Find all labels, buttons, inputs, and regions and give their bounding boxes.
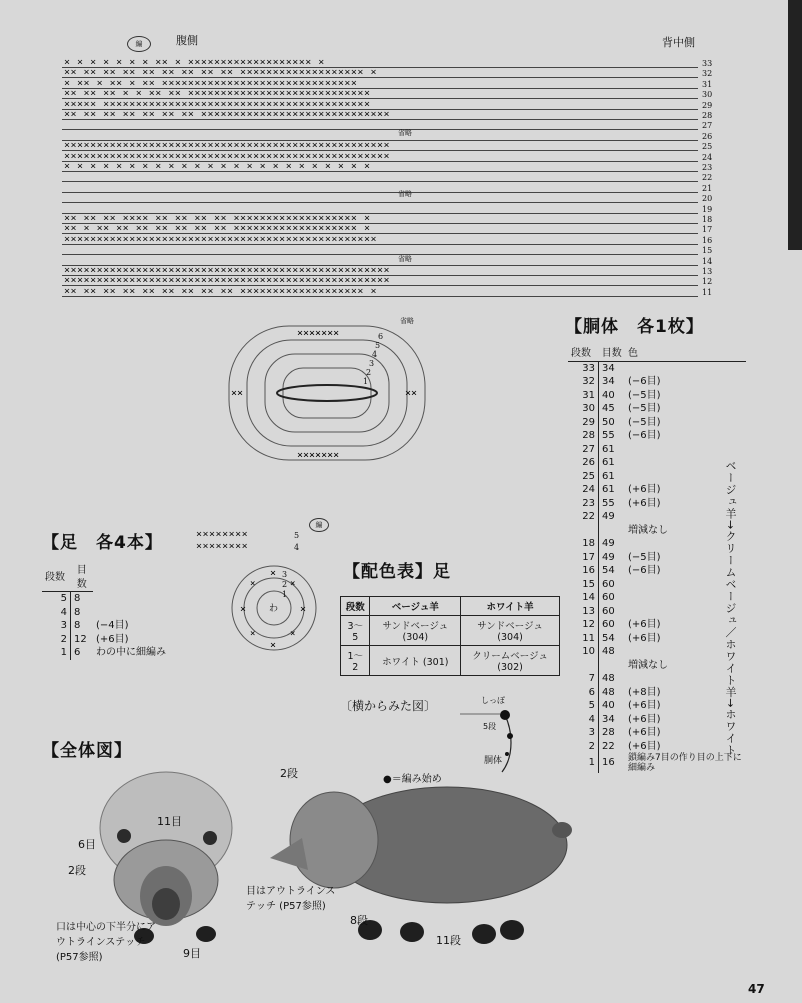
legs-cell-count: 6: [74, 647, 81, 658]
body-cell-note: 増減なし: [628, 659, 668, 671]
body-table-row: [568, 483, 746, 497]
body-cell-count: 49: [602, 511, 615, 522]
body-cell-count: 34: [602, 376, 615, 387]
legs-cell-count: 12: [74, 633, 87, 645]
body-cell-row: 33: [568, 361, 599, 375]
side-view-tail: しっぽ: [481, 696, 505, 705]
chart-row-stitches: ×× ×× ×× × × ×× ×× ××××××××××××××××××××××××××××: [64, 88, 371, 100]
body-cell-note: (−6目): [628, 565, 661, 576]
body-cell-row: 26: [568, 456, 599, 470]
body-cell-count: 45: [602, 403, 615, 414]
body-table-row: [568, 726, 746, 740]
overview-eyes-note: 目はアウトラインステッチ (P57参照): [246, 886, 336, 912]
body-cell-count: 40: [602, 700, 615, 711]
body-cell-row: 15: [568, 578, 599, 592]
svg-text:×××××××: ×××××××: [297, 328, 340, 339]
legs-table-row: [42, 646, 192, 660]
legs-table-row: [42, 592, 192, 606]
body-table-row: [568, 645, 746, 659]
belly-side-label: 腹側: [176, 34, 198, 47]
chart-row-stitches: ×× ×× ×× ×× ×× ×× ×× ×××××××××××××××××××××××××××××: [64, 109, 391, 120]
body-cell-count: 61: [602, 443, 615, 455]
chart-row-number: 22: [702, 173, 713, 183]
body-cell-row: 3: [568, 726, 599, 740]
body-cell-row: 18: [568, 537, 599, 551]
body-cell-row: 29: [568, 416, 599, 430]
svg-text:×: ×: [270, 640, 277, 651]
body-cell-row: 25: [568, 470, 599, 484]
body-table-row: [568, 456, 746, 470]
body-cell-count: 48: [602, 673, 615, 684]
start-bubble: 編: [127, 36, 151, 52]
body-header-color: 色: [625, 347, 746, 361]
chart-row-number: 16: [702, 235, 713, 245]
chart-row-stitches: ××××××××××××××××××××××××××××××××××××××××××××××××××: [64, 150, 391, 162]
svg-text:×: ×: [250, 629, 256, 639]
body-table-row: [568, 389, 746, 403]
chart-row-stitches: ××××××××××××××××××××××××××××××××××××××××××××××××××: [64, 140, 391, 152]
body-cell-note: (+6目): [628, 700, 661, 711]
body-cell-row: 10: [568, 645, 599, 659]
color-table-title: 【配色表】足: [343, 562, 451, 582]
body-table-row: [568, 429, 746, 443]
body-cell-row: 24: [568, 483, 599, 497]
body-cell-count: 60: [602, 592, 615, 603]
legs-cell-row: 5: [42, 592, 71, 606]
color-row2-c2: クリームベージュ (302): [461, 646, 560, 676]
svg-text:×: ×: [290, 629, 296, 639]
body-cell-count: [599, 659, 626, 673]
chart-row-number: 14: [702, 256, 713, 266]
body-cell-row: 17: [568, 551, 599, 565]
chart-row-stitches: ××××××××××××××××××××××××××××××××××××××××××××××××××: [64, 275, 391, 287]
body-table-row: [568, 632, 746, 646]
body-cell-count: 34: [602, 713, 615, 725]
chart-row-number: 29: [702, 100, 713, 110]
color-row1-c1: サンドベージュ (304): [370, 616, 461, 646]
body-cell-count: 61: [602, 457, 615, 468]
body-cell-note: (−5目): [628, 389, 661, 401]
svg-text:×: ×: [300, 604, 307, 615]
legs-cell-row: 1: [42, 646, 71, 660]
body-table-row: [568, 564, 746, 578]
body-cell-count: 60: [602, 578, 615, 590]
omit-label-2: 省略: [398, 190, 412, 198]
body-color-text: ベージュ羊→クリームベージュ／ホワイト羊→ホワイト: [724, 460, 737, 757]
body-cell-row: [568, 659, 599, 673]
ring-row-number: 2: [282, 580, 288, 589]
body-table-row: [568, 618, 746, 632]
side-view-row5: 5段: [483, 722, 497, 731]
chart-row-number: 17: [702, 225, 713, 235]
body-table-row: [568, 443, 746, 457]
side-view-title: 〔横からみた図〕: [340, 699, 437, 713]
svg-text:×: ×: [290, 579, 296, 589]
body-table-row: [568, 713, 746, 727]
svg-text:×: ×: [270, 568, 277, 579]
body-cell-row: [568, 524, 599, 538]
body-table-row: [568, 470, 746, 484]
color-row2-c1: ホワイト (301): [370, 646, 461, 676]
chart-row-stitches: ×× ×× ×× ×× ×× ×× ×× ×× ×× ××××××××××××××××××× ×: [64, 67, 377, 79]
body-cell-note: (−5目): [628, 416, 661, 428]
body-cell-row: 7: [568, 672, 599, 686]
body-cell-row: 4: [568, 713, 599, 727]
body-cell-note: 鎖編み7目の作り目の上下に細編み: [628, 753, 742, 773]
body-cell-count: 55: [602, 497, 615, 509]
svg-text:××: ××: [405, 388, 418, 399]
legs-strip-label-4: 4: [294, 543, 300, 552]
body-cell-count: 61: [602, 470, 615, 482]
legs-strip-row4: ××××××××: [196, 541, 249, 552]
body-cell-note: (−6目): [628, 430, 661, 441]
oval-row-number: 6: [378, 332, 384, 341]
chart-row-number: 24: [702, 152, 713, 162]
body-cell-row: 2: [568, 740, 599, 754]
body-cell-row: 23: [568, 497, 599, 511]
body-header-count: 目数: [599, 347, 626, 361]
body-cell-count: 40: [602, 389, 615, 401]
body-table-row: [568, 578, 746, 592]
legs-cell-row: 3: [42, 619, 71, 633]
color-table-corner: 段数: [341, 597, 370, 616]
body-cell-count: 48: [602, 686, 615, 698]
chart-row-line: [62, 202, 698, 203]
body-table-row: [568, 497, 746, 511]
body-table-row: [568, 699, 746, 713]
legs-table-row: [42, 619, 192, 633]
chart-row-number: 30: [702, 90, 713, 100]
chart-row-number: 25: [702, 142, 713, 152]
legs-strip-row5: ××××××××: [196, 529, 249, 540]
chart-row-number: 27: [702, 121, 713, 131]
color-table-col2: ホワイト羊: [461, 597, 560, 616]
legs-cell-count: 8: [74, 606, 81, 618]
overview-2-rows-a: 2段: [68, 864, 86, 877]
ring-row-number: 3: [282, 570, 288, 579]
body-cell-count: 49: [602, 538, 615, 549]
start-note: ●＝編み始め: [383, 774, 442, 785]
body-cell-note: (+6目): [628, 619, 661, 630]
body-cell-row: 11: [568, 632, 599, 646]
chart-row-number: 21: [702, 183, 713, 193]
legs-start-bubble: 編: [309, 518, 329, 532]
overview-9-stitches: 9目: [183, 947, 201, 960]
body-cell-count: 55: [602, 430, 615, 441]
chart-row-number: 15: [702, 246, 713, 256]
legs-strip-label-5: 5: [294, 531, 300, 540]
svg-text:×: ×: [240, 604, 247, 615]
body-cell-row: 32: [568, 375, 599, 389]
back-side-label: 背中側: [662, 36, 695, 49]
page-number: 47: [748, 982, 765, 996]
body-table-row: [568, 361, 746, 375]
body-table-row: [568, 537, 746, 551]
chart-row-stitches: × × × × × × × × × × × × × × × × × × × × × × × ×: [64, 161, 371, 172]
legs-table-row: [42, 633, 192, 647]
chart-row-number: 26: [702, 131, 713, 141]
overview-6-stitches: 6目: [78, 838, 96, 851]
color-table: [340, 596, 560, 676]
body-cell-row: 14: [568, 591, 599, 605]
legs-cell-count: 8: [74, 620, 81, 631]
body-section-title: 【胴体 各1枚】: [565, 317, 704, 337]
chart-row-line: [62, 254, 698, 255]
color-row2-range: 1〜2: [341, 646, 370, 676]
overview-11-rows: 11段: [436, 934, 461, 947]
body-cell-row: 16: [568, 564, 599, 578]
svg-text:×: ×: [250, 579, 256, 589]
body-header-row: 段数: [568, 347, 599, 361]
chart-row-stitches: ××××××××××××××××××××××××××××××××××××××××××××××××: [64, 233, 377, 245]
chart-row-number: 19: [702, 204, 713, 214]
legs-ring-label: わ: [269, 604, 279, 614]
legs-table-row: [42, 606, 192, 620]
oval-row-number: 2: [366, 368, 372, 377]
chart-row-stitches: ×× ×× ×× ×× ×× ×× ×× ×× ×× ××××××××××××××××××× ×: [64, 285, 377, 297]
body-table-row: [568, 524, 746, 538]
chart-row-stitches: × × × × × × × ×× × ××××××××××××××××××× ×: [64, 57, 325, 68]
chart-row-stitches: × ×× × ×× × ×× ××××××××××××××××××××××××××××××: [64, 77, 358, 89]
ring-row-number: 1: [282, 590, 288, 599]
body-cell-note: (−5目): [628, 551, 661, 563]
omit-label-3: 省略: [398, 255, 412, 263]
body-cell-count: 54: [602, 565, 615, 576]
legs-cell-note: [93, 606, 192, 620]
body-cell-count: 50: [602, 416, 615, 428]
body-cell-note: (+6目): [628, 484, 661, 495]
svg-text:×××××××: ×××××××: [297, 450, 340, 461]
body-table-row: [568, 375, 746, 389]
legs-cell-note: (+6目): [96, 633, 129, 645]
chart-row-number: 23: [702, 163, 713, 172]
body-cell-row: 28: [568, 429, 599, 443]
body-table-row: [568, 402, 746, 416]
side-view-body: 胴体: [484, 756, 503, 766]
body-cell-count: 61: [602, 484, 615, 495]
legs-cell-note: (−4目): [96, 620, 129, 631]
chart-row-number: 32: [702, 69, 713, 79]
chart-row-number: 13: [702, 267, 713, 276]
body-table-row: [568, 659, 746, 673]
legs-cell-row: 2: [42, 633, 71, 647]
body-cell-note: (+6目): [628, 497, 661, 509]
chart-row-number: 31: [702, 79, 713, 89]
legs-cell-row: 4: [42, 606, 71, 620]
body-cell-count: 60: [602, 605, 615, 617]
chart-row-stitches: ×× ×× ×× ×××× ×× ×× ×× ×× ××××××××××××××××××× ×: [64, 213, 371, 224]
body-table-row: [568, 416, 746, 430]
overview-8-rows: 8段: [350, 914, 368, 927]
body-cell-note: 増減なし: [628, 524, 668, 536]
body-cell-count: [599, 524, 626, 538]
body-cell-count: 54: [602, 632, 615, 644]
chart-row-number: 28: [702, 111, 713, 120]
legs-section-title: 【足 各4本】: [42, 533, 163, 553]
body-cell-row: 22: [568, 510, 599, 524]
body-cell-count: 49: [602, 551, 615, 563]
legs-cell-note: [93, 592, 192, 606]
page-edge-bar: [788, 0, 802, 250]
body-cell-row: 12: [568, 618, 599, 632]
body-cell-row: 1: [568, 753, 599, 773]
body-table-row: [568, 753, 746, 773]
oval-row-number: 4: [372, 350, 378, 359]
legs-cell-note: わの中に細編み: [96, 647, 166, 658]
legs-header-count: 目数: [71, 564, 94, 592]
legs-header-row: 段数: [42, 564, 71, 592]
body-table-row: [568, 510, 746, 524]
body-cell-count: 60: [602, 619, 615, 630]
chart-row-number: 12: [702, 277, 713, 287]
body-table-row: [568, 686, 746, 700]
body-cell-count: 34: [602, 362, 615, 374]
body-cell-note: (−6目): [628, 376, 661, 387]
body-table-row: [568, 605, 746, 619]
body-cell-note: (−5目): [628, 403, 661, 414]
body-cell-row: 27: [568, 443, 599, 457]
body-cell-row: 5: [568, 699, 599, 713]
body-cell-row: 13: [568, 605, 599, 619]
legs-cell-count: 8: [74, 593, 81, 604]
body-cell-note: (+8目): [628, 686, 661, 698]
chart-row-line: [62, 129, 698, 130]
color-row1-range: 3〜5: [341, 616, 370, 646]
body-table-row: [568, 672, 746, 686]
body-cell-count: 22: [602, 740, 615, 752]
body-cell-row: 6: [568, 686, 599, 700]
body-cell-row: 31: [568, 389, 599, 403]
chart-row-number: 33: [702, 59, 713, 68]
overview-2-rows-b: 2段: [280, 767, 298, 780]
color-table-col1: ベージュ羊: [370, 597, 461, 616]
chart-row-number: 18: [702, 215, 713, 224]
chart-row-number: 11: [702, 287, 713, 297]
body-cell-note: (+6目): [628, 713, 661, 725]
color-row1-c2: サンドベージュ (304): [461, 616, 560, 646]
oval-body-chart: [225, 318, 430, 466]
chart-row-number: 20: [702, 194, 713, 204]
body-table-row: [568, 551, 746, 565]
body-cell-note: (+6目): [628, 727, 661, 738]
oval-row-number: 3: [369, 359, 375, 368]
chart-row-stitches: ××××× ×××××××××××××××××××××××××××××××××××××××××: [64, 98, 371, 110]
body-cell-count: 48: [602, 646, 615, 657]
overview-11-stitches: 11目: [157, 815, 182, 828]
body-table: [568, 347, 746, 773]
body-cell-count: 16: [602, 757, 615, 769]
overview-mouth-note: 口は中心の下半分にアウトラインステッチ (P57参照): [56, 922, 156, 963]
oval-row-number: 1: [363, 377, 369, 386]
overview-title: 【全体図】: [42, 741, 132, 761]
chart-row-line: [62, 181, 698, 182]
chart-row-stitches: ×× × ×× ×× ×× ×× ×× ×× ×× ××××××××××××××××××× ×: [64, 223, 371, 235]
body-table-row: [568, 591, 746, 605]
body-cell-note: (+6目): [628, 740, 661, 752]
legs-table: [42, 564, 192, 660]
body-cell-note: [625, 443, 746, 457]
oval-row-number: 5: [375, 341, 381, 350]
body-table-row: [568, 740, 746, 754]
chart-row-line: [62, 192, 698, 193]
body-cell-note: (+6目): [628, 632, 661, 644]
omit-label-1: 省略: [398, 129, 412, 137]
body-cell-row: 30: [568, 402, 599, 416]
body-cell-count: 28: [602, 727, 615, 738]
chart-row-stitches: ××××××××××××××××××××××××××××××××××××××××××××××××××: [64, 265, 391, 276]
body-cell-note: [625, 361, 746, 375]
oval-omit-label: 省略: [400, 317, 414, 325]
svg-text:××: ××: [231, 388, 244, 399]
sheep-side-illustration: [262, 760, 592, 950]
